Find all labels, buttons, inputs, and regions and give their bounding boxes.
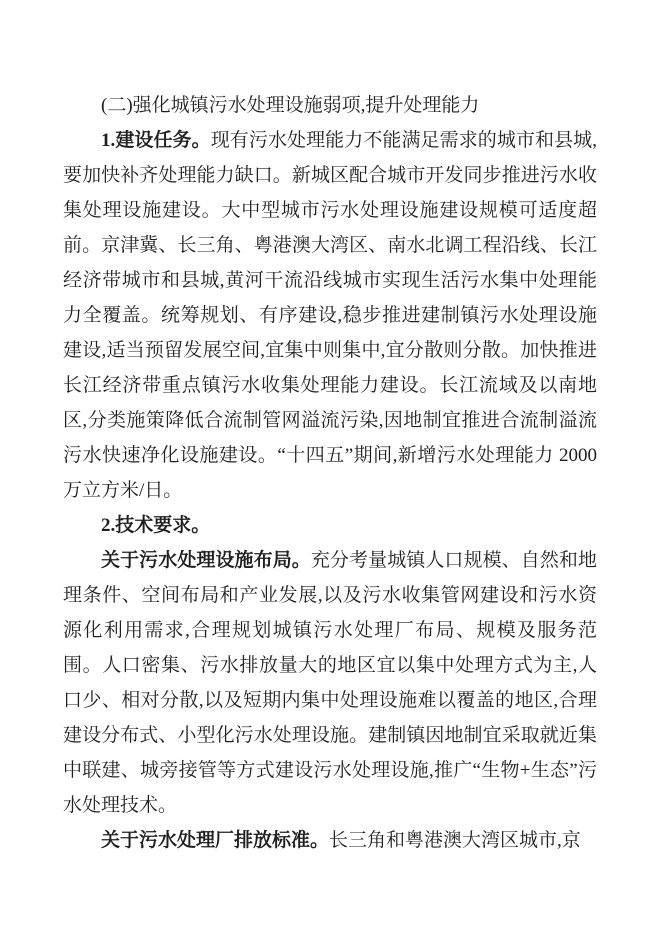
paragraph-technical-requirements [63, 508, 597, 543]
paragraph-lead-construction-tasks: 1.建设任务。 [101, 130, 211, 151]
paragraph-facility-layout [63, 543, 597, 823]
paragraph-discharge-standards [63, 823, 597, 858]
paragraph-construction-tasks [63, 123, 597, 508]
paragraph-lead-facility-layout: 关于污水处理设施布局。 [101, 550, 311, 571]
document-text-block [63, 88, 597, 858]
paragraph-body-facility-layout: 充分考量城镇人口规模、自然和地理条件、空间布局和产业发展,以及污水收集管网建设和污水资源化利用需求,合理规划城镇污水处理厂布局、规模及服务范围。人口密集、污水排放量大的地区宜以集中处理方式为主,人口少、相对分散,以及短期内集中处理设施难以覆盖的地区,合理建设分布式、小型化污水处理设施。建制镇因地制宜采取就近集中联建、城旁接管等方式建设污水处理设施,推广“生物+生态”污水处理技术。 [63, 550, 597, 816]
paragraph-body-discharge-standards: 长三角和粤港澳大湾区城市,京 [329, 830, 581, 851]
section-heading: (二)强化城镇污水处理设施弱项,提升处理能力 [101, 95, 480, 116]
paragraph-lead-technical-requirements: 2.技术要求。 [101, 515, 211, 536]
paragraph-body-construction-tasks: 现有污水处理能力不能满足需求的城市和县城,要加快补齐处理能力缺口。新城区配合城市开发同步推进污水收集处理设施建设。大中型城市污水处理设施建设规模可适度超前。京津冀、长三角、粤港澳大湾区、南水北调工程沿线、长江经济带城市和县城,黄河干流沿线城市实现生活污水集中处理能力全覆盖。统筹规划、有序建设,稳步推进建制镇污水处理设施建设,适当预留发展空间,宜集中则集中,宜分散则分散。加快推进长江经济带重点镇污水收集处理能力建设。长江流域及以南地区,分类施策降低合流制管网溢流污染,因地制宜推进合流制溢流污水快速净化设施建设。“十四五”期间,新增污水处理能力 2000 万立方米/日。 [63, 130, 597, 501]
paragraph-lead-discharge-standards: 关于污水处理厂排放标准。 [101, 830, 330, 851]
